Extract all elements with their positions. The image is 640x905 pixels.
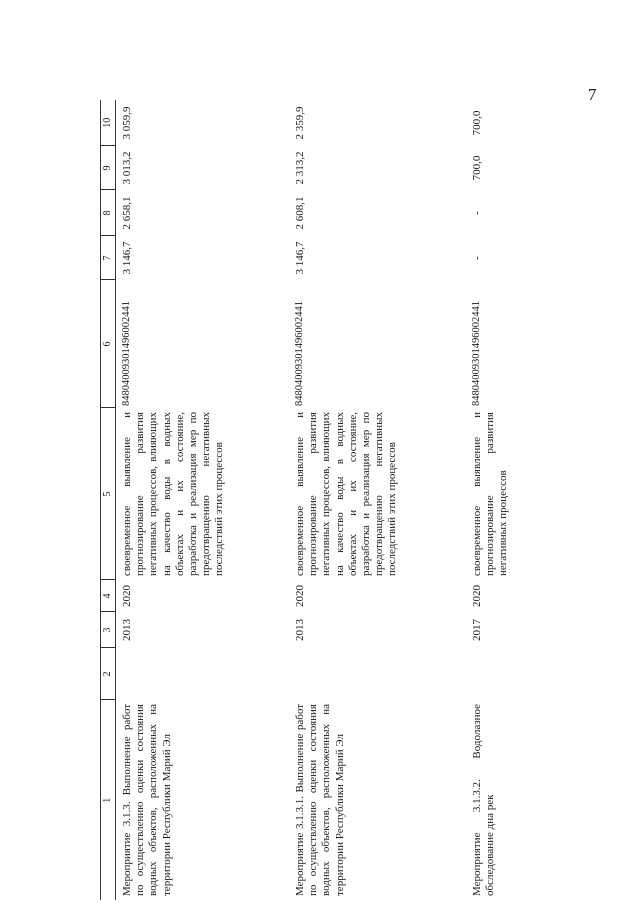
end-year-cell: 2020 [121,585,133,607]
value-cell: 700,0 [471,110,483,136]
value-cell: - [471,256,483,260]
page-number: 7 [588,85,597,104]
activity-cell: Мероприятие 3.1.3. Выполнение работ по осуществлению оценки состояния водных объектов, расположенных на территории Республики Марий Эл [121,704,173,896]
value-cell: 2 313,2 [294,151,306,185]
start-year-cell: 2013 [294,619,306,641]
activity-cell: Мероприятие 3.1.3.2. Водолазное обследование дна рек [471,704,497,896]
value-cell: 2 658,1 [121,196,133,230]
executor-cell [466,648,547,700]
end-year-cell: 2020 [294,585,306,607]
value-cell: 700,0 [471,155,483,181]
expected-result-cell: своевременное выявление и прогнозирование развития негативных процессов, влияющих на качество воды в водных объектах и их состояние, разработка и реализация мер по предотвращению негативных последствий этих процессов [294,412,399,576]
start-year-cell: 2013 [121,619,133,641]
budget-code-cell: 84804009301496002441 [121,301,132,406]
table-row [466,100,547,900]
table-row [116,100,290,900]
expected-result-cell: своевременное выявление и прогнозирование развития негативных процессов [471,412,510,576]
end-year-cell: 2020 [471,585,483,607]
column-header: 8 [101,190,116,236]
column-header: 10 [101,100,116,146]
start-year-cell: 2017 [471,619,483,641]
value-cell: - [471,211,483,215]
value-cell: 3 013,2 [121,151,133,185]
column-header: 3 [101,612,116,648]
value-cell: 2 359,9 [294,106,306,140]
activity-cell: Мероприятие 3.1.3.1. Выполнение работ по осуществлению оценки состояния водных объектов, расположенных на территории Республики Марий Эл [294,704,346,896]
column-header: 4 [101,580,116,612]
column-header: 6 [101,280,116,408]
table-row [289,100,466,900]
column-header: 5 [101,408,116,580]
value-cell: 3 146,7 [121,241,133,275]
rotated-table-sheet [100,100,530,900]
executor-cell [289,648,466,700]
column-header: 7 [101,236,116,280]
column-number-row [101,100,116,900]
budget-code-cell: 84804009301496002441 [294,301,305,406]
value-cell: 2 608,1 [294,196,306,230]
measures-table [100,100,547,900]
column-header: 9 [101,146,116,190]
budget-code-cell: 84804009301496002441 [471,301,482,406]
value-cell: 3 146,7 [294,241,306,275]
value-cell: 3 059,9 [121,106,133,140]
column-header: 1 [101,700,116,900]
expected-result-cell: своевременное выявление и прогнозирование развития негативных процессов, влияющих на качество воды в водных объектах и их состояние, разработка и реализация мер по предотвращению негативных последствий этих процессов [121,412,226,576]
executor-cell [116,648,290,700]
column-header: 2 [101,648,116,700]
